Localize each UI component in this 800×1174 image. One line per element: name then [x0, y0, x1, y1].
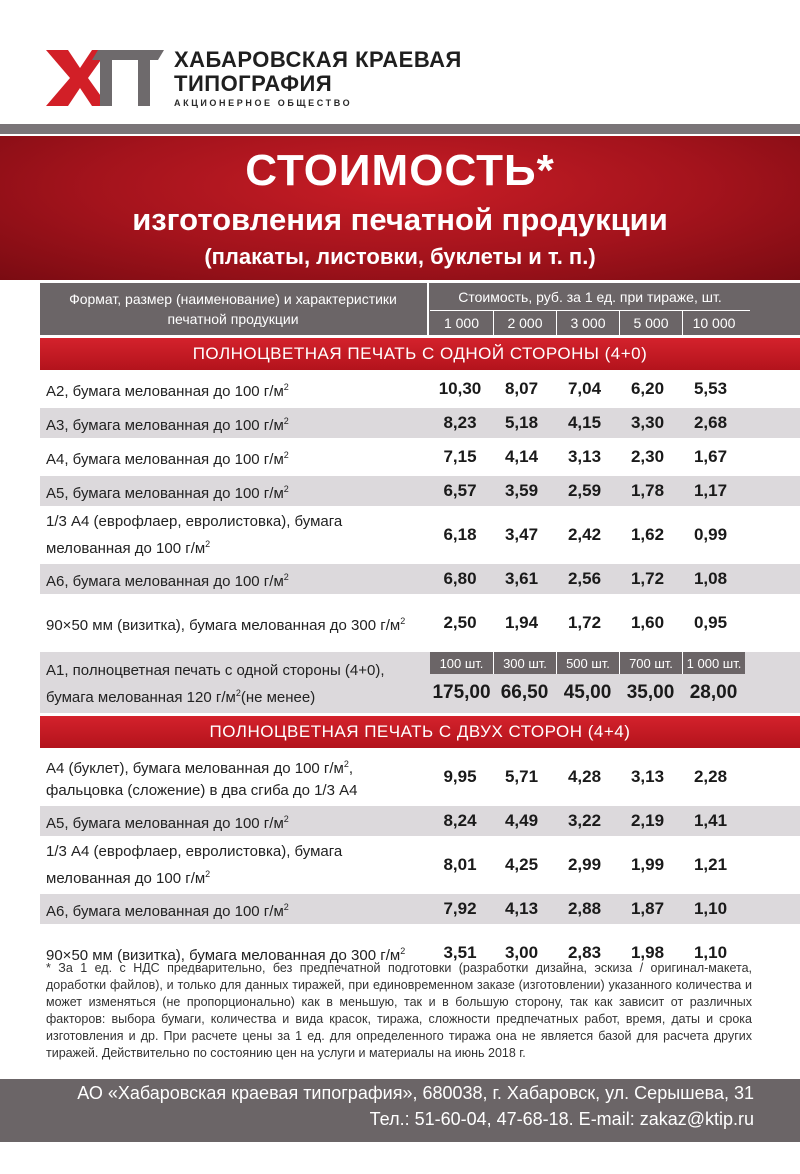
table-row — [40, 564, 800, 594]
price-cell: 6,20 — [630, 379, 665, 398]
quantity-header: 1 000 шт. — [682, 652, 745, 674]
price-cell: 1,98 — [630, 943, 665, 962]
price-cell: 8,24 — [443, 811, 477, 830]
row-label: А6, бумага мелованная до 100 $г/м^2$ — [46, 901, 289, 920]
price-cell: 2,99 — [567, 855, 602, 874]
price-cell: 2,50 — [443, 613, 477, 632]
a1-quantity-headers — [430, 652, 750, 674]
table-row — [40, 806, 800, 836]
price-cell: 2,56 — [567, 569, 602, 588]
table-row — [40, 839, 800, 891]
price-cell: 1,72 — [567, 613, 602, 632]
price-cell: 7,04 — [567, 379, 602, 398]
price-cell: 1,17 — [693, 481, 728, 500]
row-label: А5, бумага мелованная до 100 $г/м^2$ — [46, 483, 289, 502]
price-cell: 4,15 — [567, 413, 602, 432]
price-cell: 1,60 — [630, 613, 665, 632]
header — [0, 0, 800, 122]
row-label: 90×50 мм (визитка), бумага мелованная до 300 $г/м^2$ — [46, 945, 406, 964]
price-cell: 1,94 — [504, 613, 539, 632]
table-row — [40, 509, 800, 561]
footer — [0, 1079, 800, 1142]
price-cell: 0,99 — [693, 525, 728, 544]
table-row — [40, 476, 800, 506]
price-cell: 1,10 — [693, 943, 728, 962]
row-label: 90×50 мм (визитка), бумага мелованная до 300 $г/м^2$ — [46, 615, 406, 634]
price-cell: 1,99 — [630, 855, 665, 874]
company-name-line2: ТИПОГРАФИЯ — [174, 71, 333, 96]
page-subtitle-examples: (плакаты, листовки, буклеты и т. п.) — [204, 244, 596, 269]
price-cell: 5,71 — [504, 767, 539, 786]
quantity-header: 5 000 — [619, 311, 682, 335]
price-cell: 6,57 — [443, 481, 477, 500]
page-subtitle: изготовления печатной продукции — [132, 202, 668, 237]
row-label: 1/3 А4 (еврофлаер, евролистовка), бумага мелованная до 100 $г/м^2$ — [46, 512, 343, 557]
divider-stripe — [0, 124, 800, 134]
price-cell: 4,13 — [504, 899, 539, 918]
price-cell: 5,18 — [504, 413, 539, 432]
price-cell: 1,78 — [630, 481, 665, 500]
header-separator — [427, 283, 429, 335]
table-row-a1 — [40, 652, 800, 713]
price-cell: 10,30 — [438, 379, 482, 398]
price-cell: 3,61 — [504, 569, 539, 588]
row-label: А4 (буклет), бумага мелованная до 100 $г/м^2$, фальцовка (сложение) в два сгиба до 1/3 А4 — [46, 758, 358, 799]
table-row — [40, 597, 800, 649]
price-cell: 4,25 — [504, 855, 539, 874]
footnote: * За 1 ед. с НДС предварительно, без предпечатной подготовки (разработки дизайна, эскиза / оригинал-макета, доработки файлов), и только для данных тиражей, при единовременном заказе (изготовлении) указанного количества и может изменяться (не пропорционально) как в меньшую, так и в большую сторону, так как зависит от различных факторов: выбора бумаги, количества и вида красок, тиража, сложности предпечатных работ, время, даты и срока изготовления и др. При расчете цены за 1 ед. для определенного тиража она не является базой для расчета других тиражей. Действительно по состоянию цен на услуги и материалы на июнь 2018 г. — [46, 961, 752, 1060]
title-banner — [0, 136, 800, 280]
table-row — [40, 373, 800, 405]
price-cell: 3,47 — [504, 525, 539, 544]
table-header — [40, 283, 800, 335]
company-name — [174, 48, 462, 108]
price-cell: 1,41 — [693, 811, 728, 830]
section-heading-single-side: ПОЛНОЦВЕТНАЯ ПЕЧАТЬ С ОДНОЙ СТОРОНЫ (4+0) — [40, 338, 800, 370]
footer-contacts: Тел.: 51-60-04, 47-68-18. E-mail: zakaz@ktip.ru — [369, 1109, 754, 1129]
price-cell: 4,49 — [504, 811, 539, 830]
price-cell: 8,23 — [443, 413, 477, 432]
price-cell: 3,30 — [630, 413, 665, 432]
header-format-column: Формат, размер (наименование) и характеристики печатной продукции — [69, 291, 397, 327]
price-table — [40, 283, 800, 979]
price-cell: 4,14 — [504, 447, 539, 466]
price-cell: 2,83 — [567, 943, 602, 962]
price-cell: 9,95 — [443, 767, 477, 786]
price-cell: 7,92 — [443, 899, 477, 918]
price-cell: 2,88 — [567, 899, 602, 918]
price-cell: 2,59 — [567, 481, 602, 500]
quantity-header: 2 000 — [493, 311, 556, 335]
table-row — [40, 894, 800, 924]
price-cell: 2,28 — [693, 767, 728, 786]
price-cell: 7,15 — [443, 447, 477, 466]
price-cell: 1,87 — [630, 899, 665, 918]
price-cell: 5,53 — [693, 379, 728, 398]
quantity-header: 3 000 — [556, 311, 619, 335]
price-cell: 4,28 — [567, 767, 602, 786]
price-cell: 1,67 — [693, 447, 728, 466]
price-cell: 2,42 — [567, 525, 602, 544]
quantity-header: 500 шт. — [556, 652, 619, 674]
company-name-line1: ХАБАРОВСКАЯ КРАЕВАЯ — [174, 47, 462, 72]
price-cell: 3,22 — [567, 811, 602, 830]
section-heading-double-side: ПОЛНОЦВЕТНАЯ ПЕЧАТЬ С ДВУХ СТОРОН (4+4) — [40, 716, 800, 748]
header-price-column: Стоимость, руб. за 1 ед. при тираже, шт. — [458, 288, 722, 305]
row-label: А5, бумага мелованная до 100 $г/м^2$ — [46, 813, 289, 832]
price-cell: 3,13 — [630, 767, 665, 786]
price-cell: 66,50 — [500, 682, 549, 703]
price-cell: 8,07 — [504, 379, 539, 398]
footer-address: АО «Хабаровская краевая типография», 680038, г. Хабаровск, ул. Серышева, 31 — [77, 1083, 754, 1103]
row-label: А4, бумага мелованная до 100 $г/м^2$ — [46, 449, 289, 468]
quantity-header: 300 шт. — [493, 652, 556, 674]
price-cell: 3,59 — [504, 481, 539, 500]
price-cell: 6,18 — [443, 525, 477, 544]
price-cell: 1,10 — [693, 899, 728, 918]
a1-prices — [430, 682, 750, 704]
price-cell: 0,95 — [693, 613, 728, 632]
price-cell: 35,00 — [626, 682, 675, 703]
price-cell: 1,72 — [630, 569, 665, 588]
price-cell: 28,00 — [689, 682, 738, 703]
price-cell: 3,51 — [443, 943, 477, 962]
quantity-header: 100 шт. — [430, 652, 493, 674]
page-title: СТОИМОСТЬ* — [245, 146, 555, 195]
table-row — [40, 441, 800, 473]
table-row — [40, 408, 800, 438]
price-cell: 175,00 — [432, 682, 491, 703]
price-cell: 2,68 — [693, 413, 728, 432]
row-label: А1, полноцветная печать с одной стороны (4+0), бумага мелованная 120 $г/м^2(не$ менее) — [46, 662, 385, 706]
quantity-header: 10 000 — [682, 311, 745, 335]
company-logo-icon — [46, 50, 164, 106]
row-label: А3, бумага мелованная до 100 $г/м^2$ — [46, 415, 289, 434]
table-row — [40, 751, 800, 803]
price-cell: 3,13 — [567, 447, 602, 466]
price-cell: 1,08 — [693, 569, 728, 588]
price-cell: 6,80 — [443, 569, 477, 588]
quantity-header: 700 шт. — [619, 652, 682, 674]
company-type: АКЦИОНЕРНОЕ ОБЩЕСТВО — [174, 98, 353, 108]
price-cell: 45,00 — [563, 682, 612, 703]
row-label: А6, бумага мелованная до 100 $г/м^2$ — [46, 571, 289, 590]
price-cell: 1,21 — [693, 855, 728, 874]
row-label: 1/3 А4 (еврофлаер, евролистовка), бумага мелованная до 100 $г/м^2$ — [46, 842, 343, 887]
price-cell: 8,01 — [443, 855, 477, 874]
price-cell: 3,00 — [504, 943, 539, 962]
price-cell: 1,62 — [630, 525, 665, 544]
price-cell: 2,19 — [630, 811, 665, 830]
price-cell: 2,30 — [630, 447, 665, 466]
row-label: А2, бумага мелованная до 100 $г/м^2$ — [46, 381, 289, 400]
quantity-header: 1 000 — [443, 315, 480, 331]
quantity-columns — [430, 311, 750, 335]
